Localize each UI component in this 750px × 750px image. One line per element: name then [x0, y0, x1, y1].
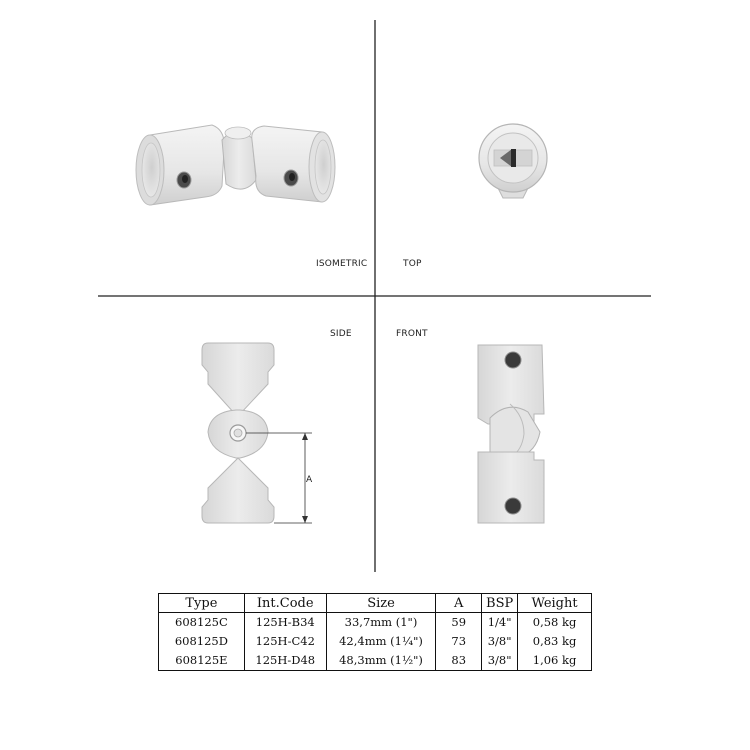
cell-weight: 0,83 kg	[518, 632, 592, 651]
cell-int-code: 125H-C42	[244, 632, 326, 651]
cell-bsp: 3/8"	[482, 632, 518, 651]
cell-type: 608125D	[159, 632, 245, 651]
header-weight: Weight	[518, 594, 592, 613]
side-view	[202, 343, 312, 523]
table-row	[159, 632, 592, 651]
cell-a: 73	[436, 632, 482, 651]
cell-weight: 0,58 kg	[518, 613, 592, 633]
table-header-row	[159, 594, 592, 613]
cell-int-code: 125H-B34	[244, 613, 326, 633]
cell-type: 608125C	[159, 613, 245, 633]
top-label: TOP	[403, 259, 422, 269]
cell-a: 83	[436, 651, 482, 671]
header-bsp: BSP	[482, 594, 518, 613]
front-label: FRONT	[396, 329, 428, 339]
cell-size: 42,4mm (1¼")	[326, 632, 436, 651]
cell-size: 33,7mm (1")	[326, 613, 436, 633]
header-type: Type	[159, 594, 245, 613]
cell-weight: 1,06 kg	[518, 651, 592, 671]
isometric-label: ISOMETRIC	[316, 259, 368, 269]
cell-bsp: 1/4"	[482, 613, 518, 633]
side-label: SIDE	[330, 329, 352, 339]
front-view	[478, 345, 544, 523]
cell-size: 48,3mm (1½")	[326, 651, 436, 671]
top-view	[479, 124, 547, 198]
spec-table	[158, 593, 592, 671]
cell-bsp: 3/8"	[482, 651, 518, 671]
header-int-code: Int.Code	[244, 594, 326, 613]
cell-int-code: 125H-D48	[244, 651, 326, 671]
table-row	[159, 651, 592, 671]
dimension-label-a: A	[306, 475, 313, 485]
header-a: A	[436, 594, 482, 613]
cell-a: 59	[436, 613, 482, 633]
cell-type: 608125E	[159, 651, 245, 671]
isometric-view	[136, 125, 335, 205]
table-row	[159, 613, 592, 633]
header-size: Size	[326, 594, 436, 613]
